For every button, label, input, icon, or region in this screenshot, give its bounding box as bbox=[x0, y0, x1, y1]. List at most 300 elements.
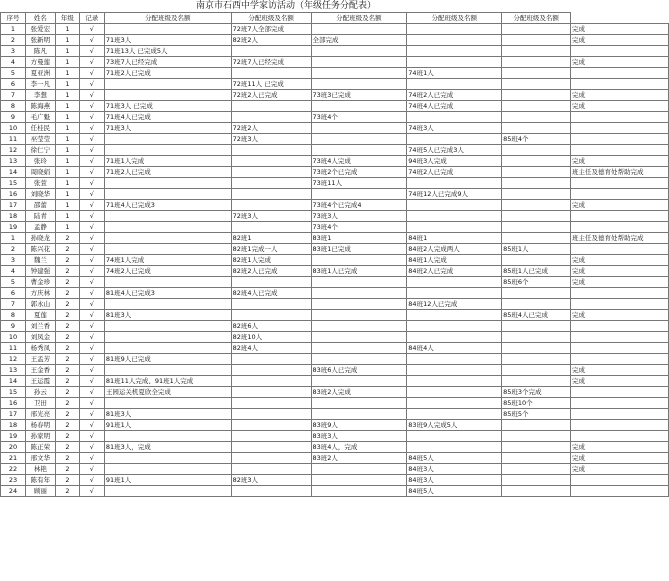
cell-status[interactable] bbox=[571, 123, 669, 134]
cell-class-5[interactable]: 85班1人 bbox=[502, 244, 571, 255]
cell-class-2[interactable] bbox=[231, 376, 311, 387]
cell-record[interactable]: √ bbox=[79, 244, 104, 255]
cell-class-5[interactable] bbox=[502, 431, 571, 442]
cell-class-1[interactable] bbox=[104, 343, 231, 354]
cell-grade[interactable]: 2 bbox=[55, 420, 79, 431]
cell-record[interactable]: √ bbox=[79, 101, 104, 112]
cell-class-5[interactable] bbox=[502, 288, 571, 299]
cell-class-4[interactable] bbox=[407, 134, 502, 145]
cell-grade[interactable]: 1 bbox=[55, 123, 79, 134]
cell-class-1[interactable] bbox=[104, 145, 231, 156]
cell-class-2[interactable] bbox=[231, 112, 311, 123]
cell-status[interactable]: 班主任及德育处帮助完成 bbox=[571, 233, 669, 244]
cell-class-4[interactable]: 84班3人 bbox=[407, 464, 502, 475]
cell-class-3[interactable] bbox=[311, 486, 407, 497]
cell-name[interactable]: 方庆林 bbox=[25, 288, 55, 299]
cell-grade[interactable]: 1 bbox=[55, 156, 79, 167]
cell-status[interactable]: 完成 bbox=[571, 365, 669, 376]
cell-record[interactable]: √ bbox=[79, 464, 104, 475]
cell-class-4[interactable]: 84班3人 bbox=[407, 475, 502, 486]
cell-class-1[interactable]: 71班3人 bbox=[104, 123, 231, 134]
header-cell[interactable]: 分配班级及名额 bbox=[407, 13, 502, 24]
cell-class-1[interactable]: 71班3人 bbox=[104, 35, 231, 46]
cell-class-1[interactable]: 71班1人完成 bbox=[104, 156, 231, 167]
cell-class-2[interactable] bbox=[231, 167, 311, 178]
cell-class-3[interactable]: 73班3人 bbox=[311, 211, 407, 222]
cell-class-2[interactable] bbox=[231, 398, 311, 409]
cell-class-3[interactable] bbox=[311, 134, 407, 145]
cell-class-3[interactable]: 全部完成 bbox=[311, 35, 407, 46]
cell-class-1[interactable]: 81班3人，完成 bbox=[104, 442, 231, 453]
header-cell[interactable]: 分配班级及名额 bbox=[502, 13, 571, 24]
cell-class-4[interactable] bbox=[407, 398, 502, 409]
cell-record[interactable]: √ bbox=[79, 420, 104, 431]
cell-grade[interactable]: 2 bbox=[55, 255, 79, 266]
cell-class-1[interactable]: 74班2人已完成 bbox=[104, 266, 231, 277]
cell-status[interactable] bbox=[571, 486, 669, 497]
cell-grade[interactable]: 2 bbox=[55, 310, 79, 321]
cell-class-5[interactable]: 85班4人已完成 bbox=[502, 310, 571, 321]
cell-status[interactable] bbox=[571, 134, 669, 145]
cell-class-2[interactable] bbox=[231, 46, 311, 57]
cell-status[interactable]: 完成 bbox=[571, 101, 669, 112]
cell-class-4[interactable] bbox=[407, 288, 502, 299]
cell-class-3[interactable]: 73班4人完成 bbox=[311, 156, 407, 167]
cell-class-5[interactable] bbox=[502, 112, 571, 123]
cell-class-5[interactable] bbox=[502, 200, 571, 211]
cell-status[interactable]: 完成 bbox=[571, 90, 669, 101]
cell-class-1[interactable] bbox=[104, 178, 231, 189]
cell-class-5[interactable] bbox=[502, 332, 571, 343]
cell-name[interactable]: 张爱宏 bbox=[25, 24, 55, 35]
cell-class-4[interactable]: 84班1人完成 bbox=[407, 255, 502, 266]
cell-class-3[interactable] bbox=[311, 277, 407, 288]
cell-grade[interactable]: 2 bbox=[55, 442, 79, 453]
cell-record[interactable]: √ bbox=[79, 409, 104, 420]
cell-class-4[interactable] bbox=[407, 354, 502, 365]
cell-index[interactable]: 15 bbox=[1, 178, 26, 189]
cell-grade[interactable]: 1 bbox=[55, 35, 79, 46]
cell-class-3[interactable] bbox=[311, 409, 407, 420]
cell-status[interactable] bbox=[571, 343, 669, 354]
cell-class-4[interactable] bbox=[407, 321, 502, 332]
cell-record[interactable]: √ bbox=[79, 79, 104, 90]
cell-record[interactable]: √ bbox=[79, 332, 104, 343]
cell-class-5[interactable] bbox=[502, 68, 571, 79]
cell-status[interactable]: 班主任及德育处帮助完成 bbox=[571, 167, 669, 178]
cell-name[interactable]: 徐仁宁 bbox=[25, 145, 55, 156]
cell-status[interactable]: 完成 bbox=[571, 35, 669, 46]
cell-class-1[interactable]: 81班9人已完成 bbox=[104, 354, 231, 365]
cell-class-1[interactable] bbox=[104, 233, 231, 244]
cell-class-4[interactable] bbox=[407, 431, 502, 442]
cell-name[interactable]: 刘晓华 bbox=[25, 189, 55, 200]
cell-class-2[interactable]: 82班6人 bbox=[231, 321, 311, 332]
cell-status[interactable]: 完成 bbox=[571, 442, 669, 453]
cell-status[interactable]: 完成 bbox=[571, 453, 669, 464]
cell-class-2[interactable]: 72班3人 bbox=[231, 134, 311, 145]
cell-status[interactable] bbox=[571, 321, 669, 332]
cell-class-4[interactable] bbox=[407, 57, 502, 68]
cell-name[interactable]: 张玲 bbox=[25, 156, 55, 167]
cell-name[interactable]: 周晓娟 bbox=[25, 167, 55, 178]
cell-class-2[interactable]: 82班4人 bbox=[231, 343, 311, 354]
cell-grade[interactable]: 1 bbox=[55, 167, 79, 178]
cell-class-4[interactable]: 84班12人已完成 bbox=[407, 299, 502, 310]
cell-status[interactable] bbox=[571, 79, 669, 90]
cell-class-5[interactable] bbox=[502, 354, 571, 365]
cell-index[interactable]: 3 bbox=[1, 46, 26, 57]
cell-grade[interactable]: 1 bbox=[55, 57, 79, 68]
cell-class-5[interactable] bbox=[502, 420, 571, 431]
cell-grade[interactable]: 1 bbox=[55, 134, 79, 145]
cell-class-4[interactable] bbox=[407, 79, 502, 90]
cell-grade[interactable]: 2 bbox=[55, 277, 79, 288]
cell-record[interactable]: √ bbox=[79, 310, 104, 321]
cell-class-3[interactable]: 73班2个已完成 bbox=[311, 167, 407, 178]
cell-class-4[interactable]: 74班5人已完成3人 bbox=[407, 145, 502, 156]
cell-class-2[interactable]: 72班2人已完成 bbox=[231, 90, 311, 101]
cell-name[interactable]: 刘凤金 bbox=[25, 332, 55, 343]
cell-class-1[interactable]: 81班3人 bbox=[104, 409, 231, 420]
cell-class-1[interactable]: 91班1人 bbox=[104, 420, 231, 431]
cell-class-3[interactable] bbox=[311, 145, 407, 156]
cell-name[interactable]: 方曼莲 bbox=[25, 57, 55, 68]
cell-index[interactable]: 19 bbox=[1, 431, 26, 442]
cell-class-2[interactable] bbox=[231, 178, 311, 189]
cell-class-5[interactable] bbox=[502, 167, 571, 178]
cell-class-5[interactable] bbox=[502, 123, 571, 134]
cell-record[interactable]: √ bbox=[79, 376, 104, 387]
cell-class-1[interactable]: 71班3人 已完成 bbox=[104, 101, 231, 112]
cell-class-2[interactable]: 82班1人完成 bbox=[231, 255, 311, 266]
cell-class-1[interactable] bbox=[104, 24, 231, 35]
cell-class-4[interactable] bbox=[407, 200, 502, 211]
cell-class-5[interactable]: 85班10个 bbox=[502, 398, 571, 409]
cell-name[interactable]: 夏亚洲 bbox=[25, 68, 55, 79]
cell-record[interactable]: √ bbox=[79, 189, 104, 200]
cell-name[interactable]: 陈凡 bbox=[25, 46, 55, 57]
cell-name[interactable]: 巫莹莹 bbox=[25, 134, 55, 145]
cell-grade[interactable]: 2 bbox=[55, 431, 79, 442]
header-cell[interactable] bbox=[571, 13, 669, 24]
cell-class-2[interactable] bbox=[231, 464, 311, 475]
cell-index[interactable]: 18 bbox=[1, 211, 26, 222]
cell-name[interactable]: 卫田 bbox=[25, 398, 55, 409]
cell-class-3[interactable] bbox=[311, 24, 407, 35]
cell-index[interactable]: 17 bbox=[1, 409, 26, 420]
cell-index[interactable]: 11 bbox=[1, 134, 26, 145]
cell-class-1[interactable] bbox=[104, 332, 231, 343]
cell-class-2[interactable] bbox=[231, 354, 311, 365]
cell-class-3[interactable]: 83班3人 bbox=[311, 431, 407, 442]
cell-class-1[interactable] bbox=[104, 321, 231, 332]
cell-class-5[interactable]: 85班4个 bbox=[502, 134, 571, 145]
cell-status[interactable]: 完成 bbox=[571, 464, 669, 475]
cell-grade[interactable]: 1 bbox=[55, 46, 79, 57]
cell-index[interactable]: 23 bbox=[1, 475, 26, 486]
cell-name[interactable]: 孙家明 bbox=[25, 431, 55, 442]
cell-name[interactable]: 孙云 bbox=[25, 387, 55, 398]
cell-class-5[interactable] bbox=[502, 24, 571, 35]
cell-class-4[interactable]: 84班2人完成两人 bbox=[407, 244, 502, 255]
cell-grade[interactable]: 2 bbox=[55, 387, 79, 398]
cell-class-5[interactable] bbox=[502, 376, 571, 387]
cell-name[interactable]: 邢光亮 bbox=[25, 409, 55, 420]
cell-class-3[interactable]: 73班3已完成 bbox=[311, 90, 407, 101]
cell-class-1[interactable]: 71班2人已完成 bbox=[104, 167, 231, 178]
cell-index[interactable]: 22 bbox=[1, 464, 26, 475]
cell-name[interactable]: 王孟芳 bbox=[25, 354, 55, 365]
cell-class-1[interactable] bbox=[104, 90, 231, 101]
cell-status[interactable] bbox=[571, 299, 669, 310]
cell-class-5[interactable] bbox=[502, 57, 571, 68]
cell-grade[interactable]: 1 bbox=[55, 178, 79, 189]
cell-class-3[interactable]: 83班1人已完成 bbox=[311, 266, 407, 277]
cell-name[interactable]: 刘兰香 bbox=[25, 321, 55, 332]
cell-class-1[interactable] bbox=[104, 453, 231, 464]
cell-index[interactable]: 21 bbox=[1, 453, 26, 464]
cell-class-5[interactable] bbox=[502, 442, 571, 453]
cell-class-2[interactable]: 82班2人 bbox=[231, 35, 311, 46]
cell-class-4[interactable] bbox=[407, 277, 502, 288]
cell-class-1[interactable] bbox=[104, 222, 231, 233]
cell-record[interactable]: √ bbox=[79, 112, 104, 123]
cell-grade[interactable]: 2 bbox=[55, 486, 79, 497]
cell-record[interactable]: √ bbox=[79, 343, 104, 354]
cell-record[interactable]: √ bbox=[79, 431, 104, 442]
cell-status[interactable]: 完成 bbox=[571, 200, 669, 211]
cell-class-4[interactable]: 84班5人 bbox=[407, 486, 502, 497]
cell-class-2[interactable] bbox=[231, 442, 311, 453]
cell-class-3[interactable]: 83班9人 bbox=[311, 420, 407, 431]
cell-index[interactable]: 15 bbox=[1, 387, 26, 398]
cell-class-2[interactable]: 72班7人已经完成 bbox=[231, 57, 311, 68]
cell-status[interactable]: 完成 bbox=[571, 255, 669, 266]
cell-name[interactable]: 邵蕾 bbox=[25, 200, 55, 211]
cell-class-3[interactable]: 73班11人 bbox=[311, 178, 407, 189]
cell-index[interactable]: 9 bbox=[1, 112, 26, 123]
cell-class-4[interactable]: 94班3人完成 bbox=[407, 156, 502, 167]
cell-name[interactable]: 杨春明 bbox=[25, 420, 55, 431]
cell-name[interactable]: 张新明 bbox=[25, 35, 55, 46]
cell-record[interactable]: √ bbox=[79, 266, 104, 277]
cell-class-3[interactable]: 83班2人完成 bbox=[311, 387, 407, 398]
cell-class-1[interactable]: 73班7人已经完成 bbox=[104, 57, 231, 68]
cell-class-2[interactable] bbox=[231, 486, 311, 497]
cell-index[interactable]: 24 bbox=[1, 486, 26, 497]
header-cell[interactable]: 年级 bbox=[55, 13, 79, 24]
cell-class-4[interactable] bbox=[407, 35, 502, 46]
cell-record[interactable]: √ bbox=[79, 255, 104, 266]
cell-class-2[interactable] bbox=[231, 222, 311, 233]
cell-class-2[interactable] bbox=[231, 101, 311, 112]
cell-record[interactable]: √ bbox=[79, 90, 104, 101]
cell-index[interactable]: 19 bbox=[1, 222, 26, 233]
cell-class-4[interactable]: 74班12人已完成9人 bbox=[407, 189, 502, 200]
cell-class-3[interactable] bbox=[311, 464, 407, 475]
cell-class-5[interactable] bbox=[502, 343, 571, 354]
cell-record[interactable]: √ bbox=[79, 442, 104, 453]
cell-class-3[interactable] bbox=[311, 299, 407, 310]
cell-class-1[interactable] bbox=[104, 365, 231, 376]
cell-class-3[interactable] bbox=[311, 255, 407, 266]
cell-class-1[interactable]: 91班1人 bbox=[104, 475, 231, 486]
cell-class-5[interactable]: 85班3个完成 bbox=[502, 387, 571, 398]
cell-status[interactable] bbox=[571, 222, 669, 233]
cell-class-1[interactable] bbox=[104, 486, 231, 497]
cell-index[interactable]: 1 bbox=[1, 24, 26, 35]
cell-grade[interactable]: 1 bbox=[55, 145, 79, 156]
cell-class-5[interactable] bbox=[502, 453, 571, 464]
cell-class-2[interactable] bbox=[231, 189, 311, 200]
cell-class-4[interactable] bbox=[407, 332, 502, 343]
cell-class-2[interactable] bbox=[231, 365, 311, 376]
cell-name[interactable]: 钟建强 bbox=[25, 266, 55, 277]
cell-class-4[interactable] bbox=[407, 365, 502, 376]
cell-class-5[interactable]: 85班1人已完成 bbox=[502, 266, 571, 277]
cell-class-5[interactable] bbox=[502, 222, 571, 233]
cell-class-1[interactable] bbox=[104, 79, 231, 90]
cell-index[interactable]: 4 bbox=[1, 57, 26, 68]
header-cell[interactable]: 记录 bbox=[79, 13, 104, 24]
cell-index[interactable]: 8 bbox=[1, 310, 26, 321]
cell-index[interactable]: 13 bbox=[1, 156, 26, 167]
cell-class-3[interactable] bbox=[311, 310, 407, 321]
cell-record[interactable]: √ bbox=[79, 288, 104, 299]
cell-name[interactable]: 陆青 bbox=[25, 211, 55, 222]
cell-class-4[interactable] bbox=[407, 178, 502, 189]
cell-record[interactable]: √ bbox=[79, 156, 104, 167]
cell-class-4[interactable] bbox=[407, 211, 502, 222]
cell-class-3[interactable] bbox=[311, 354, 407, 365]
cell-record[interactable]: √ bbox=[79, 134, 104, 145]
cell-class-3[interactable] bbox=[311, 189, 407, 200]
cell-status[interactable]: 完成 bbox=[571, 310, 669, 321]
cell-class-2[interactable] bbox=[231, 310, 311, 321]
cell-class-3[interactable]: 73班4个 bbox=[311, 222, 407, 233]
cell-class-4[interactable]: 74班2人已完成 bbox=[407, 167, 502, 178]
cell-index[interactable]: 5 bbox=[1, 68, 26, 79]
cell-status[interactable] bbox=[571, 189, 669, 200]
cell-class-5[interactable] bbox=[502, 79, 571, 90]
cell-status[interactable]: 完成 bbox=[571, 266, 669, 277]
cell-name[interactable]: 郭永山 bbox=[25, 299, 55, 310]
cell-index[interactable]: 7 bbox=[1, 299, 26, 310]
cell-record[interactable]: √ bbox=[79, 57, 104, 68]
cell-grade[interactable]: 1 bbox=[55, 79, 79, 90]
cell-class-4[interactable]: 84班4人 bbox=[407, 343, 502, 354]
cell-class-5[interactable] bbox=[502, 255, 571, 266]
cell-class-1[interactable] bbox=[104, 431, 231, 442]
cell-class-2[interactable]: 72班7人全部完成 bbox=[231, 24, 311, 35]
cell-index[interactable]: 10 bbox=[1, 332, 26, 343]
cell-class-3[interactable]: 83班2人 bbox=[311, 453, 407, 464]
cell-class-4[interactable]: 74班4人已完成 bbox=[407, 101, 502, 112]
cell-class-5[interactable] bbox=[502, 35, 571, 46]
cell-name[interactable]: 李想 bbox=[25, 90, 55, 101]
cell-index[interactable]: 17 bbox=[1, 200, 26, 211]
cell-record[interactable]: √ bbox=[79, 35, 104, 46]
cell-class-3[interactable]: 83班1 bbox=[311, 233, 407, 244]
header-cell[interactable]: 分配班级及名额 bbox=[104, 13, 231, 24]
cell-class-2[interactable]: 72班11人 已完成 bbox=[231, 79, 311, 90]
cell-name[interactable]: 孟静 bbox=[25, 222, 55, 233]
cell-name[interactable]: 邢文华 bbox=[25, 453, 55, 464]
cell-record[interactable]: √ bbox=[79, 24, 104, 35]
cell-status[interactable] bbox=[571, 398, 669, 409]
cell-index[interactable]: 11 bbox=[1, 343, 26, 354]
cell-class-4[interactable]: 74班3人 bbox=[407, 123, 502, 134]
cell-grade[interactable]: 1 bbox=[55, 90, 79, 101]
cell-class-1[interactable] bbox=[104, 398, 231, 409]
header-cell[interactable]: 分配班级及名额 bbox=[231, 13, 311, 24]
cell-class-4[interactable] bbox=[407, 310, 502, 321]
cell-status[interactable] bbox=[571, 475, 669, 486]
cell-status[interactable] bbox=[571, 145, 669, 156]
cell-class-1[interactable]: 71班4人已完成3 bbox=[104, 200, 231, 211]
cell-name[interactable]: 李一凡 bbox=[25, 79, 55, 90]
cell-class-5[interactable] bbox=[502, 486, 571, 497]
cell-name[interactable]: 夏莲 bbox=[25, 310, 55, 321]
cell-class-3[interactable] bbox=[311, 46, 407, 57]
cell-class-3[interactable] bbox=[311, 57, 407, 68]
cell-class-4[interactable] bbox=[407, 409, 502, 420]
cell-grade[interactable]: 2 bbox=[55, 464, 79, 475]
cell-name[interactable]: 孙晓龙 bbox=[25, 233, 55, 244]
cell-class-3[interactable] bbox=[311, 123, 407, 134]
cell-record[interactable]: √ bbox=[79, 398, 104, 409]
cell-name[interactable]: 王运霞 bbox=[25, 376, 55, 387]
cell-class-2[interactable]: 82班1完成一人 bbox=[231, 244, 311, 255]
cell-class-3[interactable]: 73班4个已完成4 bbox=[311, 200, 407, 211]
cell-class-1[interactable] bbox=[104, 134, 231, 145]
cell-class-2[interactable] bbox=[231, 387, 311, 398]
cell-status[interactable]: 完成 bbox=[571, 156, 669, 167]
cell-class-4[interactable] bbox=[407, 24, 502, 35]
cell-class-3[interactable] bbox=[311, 288, 407, 299]
cell-index[interactable]: 8 bbox=[1, 101, 26, 112]
header-cell[interactable]: 姓名 bbox=[25, 13, 55, 24]
cell-class-5[interactable] bbox=[502, 211, 571, 222]
cell-status[interactable] bbox=[571, 387, 669, 398]
cell-class-5[interactable]: 85班6个 bbox=[502, 277, 571, 288]
cell-class-2[interactable]: 82班1 bbox=[231, 233, 311, 244]
cell-status[interactable] bbox=[571, 354, 669, 365]
cell-class-1[interactable]: 71班13人 已完成5人 bbox=[104, 46, 231, 57]
cell-index[interactable]: 16 bbox=[1, 189, 26, 200]
cell-grade[interactable]: 2 bbox=[55, 244, 79, 255]
cell-status[interactable] bbox=[571, 431, 669, 442]
cell-class-2[interactable] bbox=[231, 409, 311, 420]
cell-index[interactable]: 4 bbox=[1, 266, 26, 277]
header-cell[interactable]: 序号 bbox=[1, 13, 26, 24]
cell-class-3[interactable] bbox=[311, 332, 407, 343]
cell-grade[interactable]: 2 bbox=[55, 299, 79, 310]
cell-class-2[interactable] bbox=[231, 431, 311, 442]
cell-class-5[interactable] bbox=[502, 178, 571, 189]
cell-grade[interactable]: 2 bbox=[55, 376, 79, 387]
cell-class-3[interactable]: 83班1已完成 bbox=[311, 244, 407, 255]
cell-status[interactable] bbox=[571, 211, 669, 222]
cell-status[interactable]: 完成 bbox=[571, 57, 669, 68]
cell-record[interactable]: √ bbox=[79, 46, 104, 57]
cell-class-1[interactable]: 81班4人已完成3 bbox=[104, 288, 231, 299]
cell-class-4[interactable]: 84班2人已完成 bbox=[407, 266, 502, 277]
cell-class-3[interactable] bbox=[311, 343, 407, 354]
cell-index[interactable]: 12 bbox=[1, 354, 26, 365]
cell-class-1[interactable]: 74班1人完成 bbox=[104, 255, 231, 266]
